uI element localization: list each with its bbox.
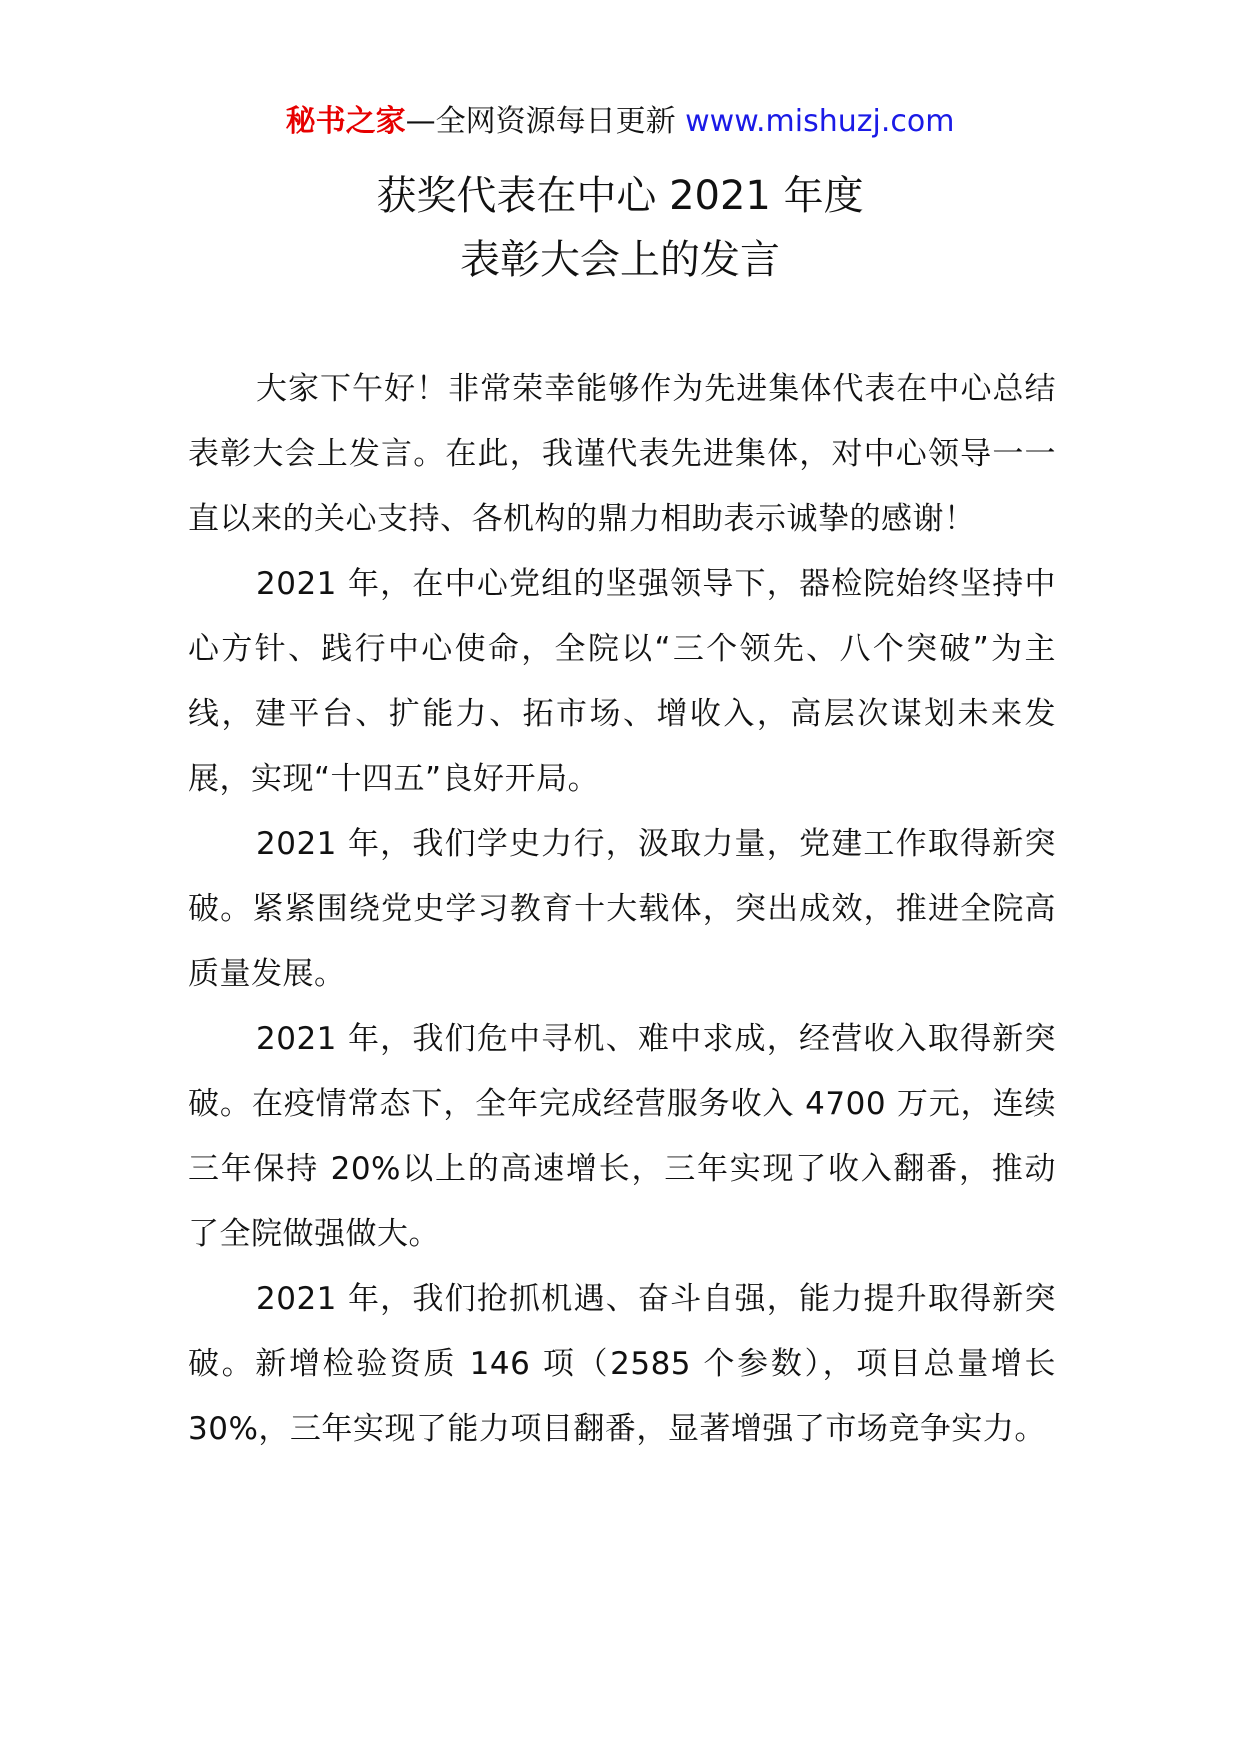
document-title: [0, 164, 1240, 292]
paragraph-overview: 2021 年，在中心党组的坚强领导下，器检院始终坚持中心方针、践行中心使命，全院以“三个领先、八个突破”为主线，建平台、扩能力、拓市场、增收入，高层次谋划未来发展，实现“十四五”良好开局。: [188, 566, 1056, 797]
paragraph-greeting: 大家下午好！非常荣幸能够作为先进集体代表在中心总结表彰大会上发言。在此，我谨代表先进集体，对中心领导一一直以来的关心支持、各机构的鼎力相助表示诚挚的感谢！: [188, 371, 1056, 537]
title-line-1: 获奖代表在中心 2021 年度: [376, 173, 864, 219]
paragraph-revenue: 2021 年，我们危中寻机、难中求成，经营收入取得新突破。在疫情常态下，全年完成经营服务收入 4700 万元，连续三年保持 20%以上的高速增长，三年实现了收入翻番，推动了全院做强做大。: [188, 1021, 1056, 1252]
header-slogan: —全网资源每日更新: [405, 104, 676, 139]
site-header: [0, 100, 1240, 144]
title-line-2: 表彰大会上的发言: [460, 237, 780, 283]
brand-name: 秘书之家: [285, 104, 406, 139]
document-body: [188, 357, 1056, 1462]
paragraph-party-building: 2021 年，我们学史力行，汲取力量，党建工作取得新突破。紧紧围绕党史学习教育十大载体，突出成效，推进全院高质量发展。: [188, 826, 1056, 992]
paragraph-capability: 2021 年，我们抢抓机遇、奋斗自强，能力提升取得新突破。新增检验资质 146 项（2585 个参数），项目总量增长 30%，三年实现了能力项目翻番，显著增强了市场竞争实力。: [188, 1281, 1056, 1447]
site-url-link[interactable]: www.mishuzj.com: [685, 104, 955, 139]
